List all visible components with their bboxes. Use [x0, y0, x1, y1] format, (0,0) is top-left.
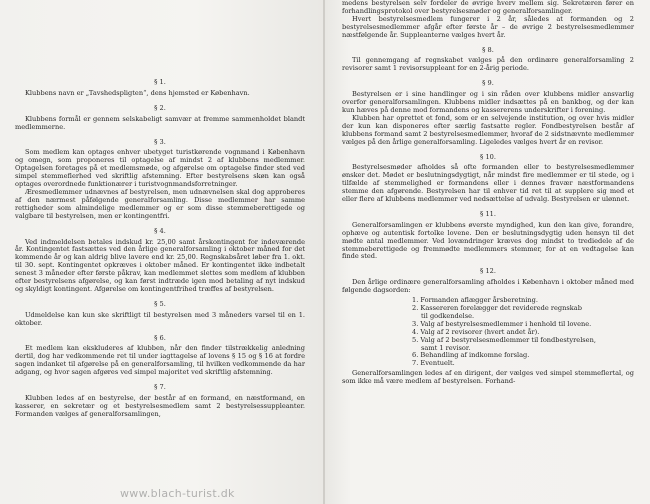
- section-1-text: Klubbens navn er „Tavshedspligten“, dens hjemsted er København.: [25, 88, 250, 97]
- agenda-item: 6. Behandling af indkomne forslag.: [412, 351, 530, 360]
- section-9-title: § 9.: [482, 79, 494, 88]
- agenda-item: 5. Valg af 2 bestyrelsesmedlemmer til fondbestyrelsen,: [412, 335, 596, 344]
- section-3-text-1: Som medlem kan optages enhver ubetyget turistkørende vognmand i København og omegn, som proponeres til optagelse af mindst 2 af klubbens medlemmer. Optagelsen foretages på et medlemsmøde, og afgørelse om optagelse finder sted ved simpel stemmeflerhed ved skriftlig afstemning. Efter bestyrelsens skøn kan også optages overordnede funktionærer i turistvognmandsforretninger.: [15, 148, 305, 189]
- section-11-text: Generalforsamlingen er klubbens øverste myndighed, kun den kan give, forandre, ophæve og autentisk fortolke lovene. Den er beslutningsdygtig uden hensyn til det mødte antal medlemmer. Ved lovændringer kræves dog mindst to trediedele af de stemmeberettigede og fremmødte medlemmers stemmer, for at en vedtagelse kan finde sted.: [342, 220, 634, 261]
- section-1-title: § 1.: [154, 78, 166, 86]
- agenda-item: 1. Formanden aflægger årsberetning.: [412, 296, 538, 305]
- section-4-text: Ved indmeldelsen betales indskud kr. 25,00 samt årskontingent for indeværende år. Kontingentet fastsættes ved den årlige generalforsamling i oktober måned for det kommende år og kan aldrig blive lavere end kr. 25,00. Regnskabsåret løber fra 1. okt. til 30. sept. Kontingentet opkræves i oktober måned. Er kontingentet ikke indbetalt senest 3 måneder efter første påkrav, kan medlemmet slettes som medlem af klubben efter bestyrelsens afgørelse, og kan først indtræde igen mod betaling af nyt indskud og skyldigt kontingent. Afgørelse om kontingentfrihed træffes af bestyrelsen.: [15, 237, 305, 293]
- section-6-title: § 6.: [154, 333, 166, 342]
- agenda-item: samt 1 revisor.: [421, 343, 471, 352]
- section-9-text-2: Klubben har oprettet et fond, som er en selvejende institution, og over hvis midler der kun kan disponeres efter særlig fastsatte regler. Fondbestyrelsen består af klubbens formand samt 2 bestyrelsesmedlemmer, hvoraf de 2 sidstnævnte medlemmer vælges på den årlige generalforsamling. Ligeledes vælges hvert år en revisor.: [342, 113, 634, 146]
- section-5-text: Udmeldelse kan kun ske skriftligt til bestyrelsen med 3 måneders varsel til en 1. oktober.: [15, 310, 305, 327]
- section-8-text: Til gennemgang af regnskabet vælges på den ordinære generalforsamling 2 revisorer samt 1 revisorsuppleant for en 2-årig periode.: [342, 56, 634, 73]
- section-9-text-1: Bestyrelsen er i sine handlinger og i sin råden over klubbens midler ansvarlig overfor generalforsamlingen. Klubbens midler indsættes på en bankbog, og der kan kun hæves på denne mod formandens og kassererens underskrifter i forening.: [342, 90, 634, 114]
- section-7-text: Klubben ledes af en bestyrelse, der består af en formand, en næstformand, en kasserer, en sekretær og et bestyrelsesmedlem samt 2 bestyrelsessuppleanter. Formanden vælges af generalforsamlingen,: [15, 394, 305, 418]
- section-7-title: § 7.: [154, 383, 166, 392]
- agenda-list: [342, 297, 634, 368]
- section-3-text-2: Æresmedlemmer udnævnes af bestyrelsen, men udnævnelsen skal dog approberes af den nærmest påfølgende generalforsamling. Disse medlemmer har samme rettigheder som almindelige medlemmer og er som disse stemmeberettigede og valgbare til bestyrelsen, men er kontingentfri.: [15, 187, 305, 220]
- continuation-text-1: medens bestyrelsen selv fordeler de øvrige hverv mellem sig. Sekretæren fører en forhandlingsprotokol over bestyrelsesmøder og generalforsamlinger.: [342, 0, 634, 15]
- agenda-item: 3. Valg af bestyrelsesmedlemmer i henhold til lovene.: [412, 319, 592, 328]
- section-6-text: Et medlem kan ekskluderes af klubben, når den finder tilstrækkelig anledning dertil, dog har vedkommende ret til under iagttagelse af lovens § 15 og § 16 at fordre sagen indanket til afgørelse på en generalforsamling, til hvilken vedkommende da har adgang, og hvor sagen afgøres ved simpel majoritet ved skriftlig afstemning.: [15, 344, 305, 377]
- watermark-text: www.blach-turist.dk: [120, 487, 235, 500]
- right-page: [325, 0, 650, 504]
- section-4-title: § 4.: [154, 226, 166, 235]
- agenda-item: 7. Eventuelt.: [412, 359, 455, 368]
- agenda-item: 2. Kassereren forelægger det reviderede regnskab: [412, 304, 582, 312]
- section-8-title: § 8.: [482, 45, 494, 54]
- left-column: [15, 72, 305, 419]
- section-10-title: § 10.: [480, 152, 496, 161]
- section-10-text: Bestyrelsesmøder afholdes så ofte formanden eller to bestyrelsesmedlemmer ønsker det. Mødet er beslutningsdygtigt, når mindst fire medlemmer er til stede, og i tilfælde af stemmelighed er formandens eller i dennes fravær næstformandens stemme den afgørende. Bestyrelsen har til enhver tid ret til at supplere sig med et eller flere af klubbens medlemmer ved nedsættelse af udvalg. Bestyrelsen er ulønnet.: [342, 163, 634, 204]
- section-12-title: § 12.: [480, 267, 496, 276]
- continuation-text-2: Hvert bestyrelsesmedlem fungerer i 2 år, således at formanden og 2 bestyrelsesmedlemmer afgår efter første år – de øvrige 2 bestyrelsesmedlemmer næstfølgende år. Suppleanterne vælges hvert år.: [342, 14, 634, 39]
- section-12-text: Den årlige ordinære generalforsamling afholdes i København i oktober måned med følgende dagsorden:: [342, 278, 634, 295]
- agenda-item: 4. Valg af 2 revisorer (hvert andet år).: [412, 327, 540, 336]
- section-3-title: § 3.: [154, 137, 166, 146]
- agenda-item: til godkendelse.: [421, 311, 475, 320]
- section-2-title: § 2.: [154, 103, 166, 112]
- right-column: [342, 0, 634, 386]
- section-11-title: § 11.: [480, 209, 496, 218]
- section-5-title: § 5.: [154, 299, 166, 308]
- section-12-closing: Generalforsamlingen ledes af en dirigent, der vælges ved simpel stemmeflertal, og som ikke må være medlem af bestyrelsen. Forhand-: [342, 369, 634, 386]
- section-2-text: Klubbens formål er gennem selskabeligt samvær at fremme sammenholdet blandt medlemmerne.: [15, 114, 305, 131]
